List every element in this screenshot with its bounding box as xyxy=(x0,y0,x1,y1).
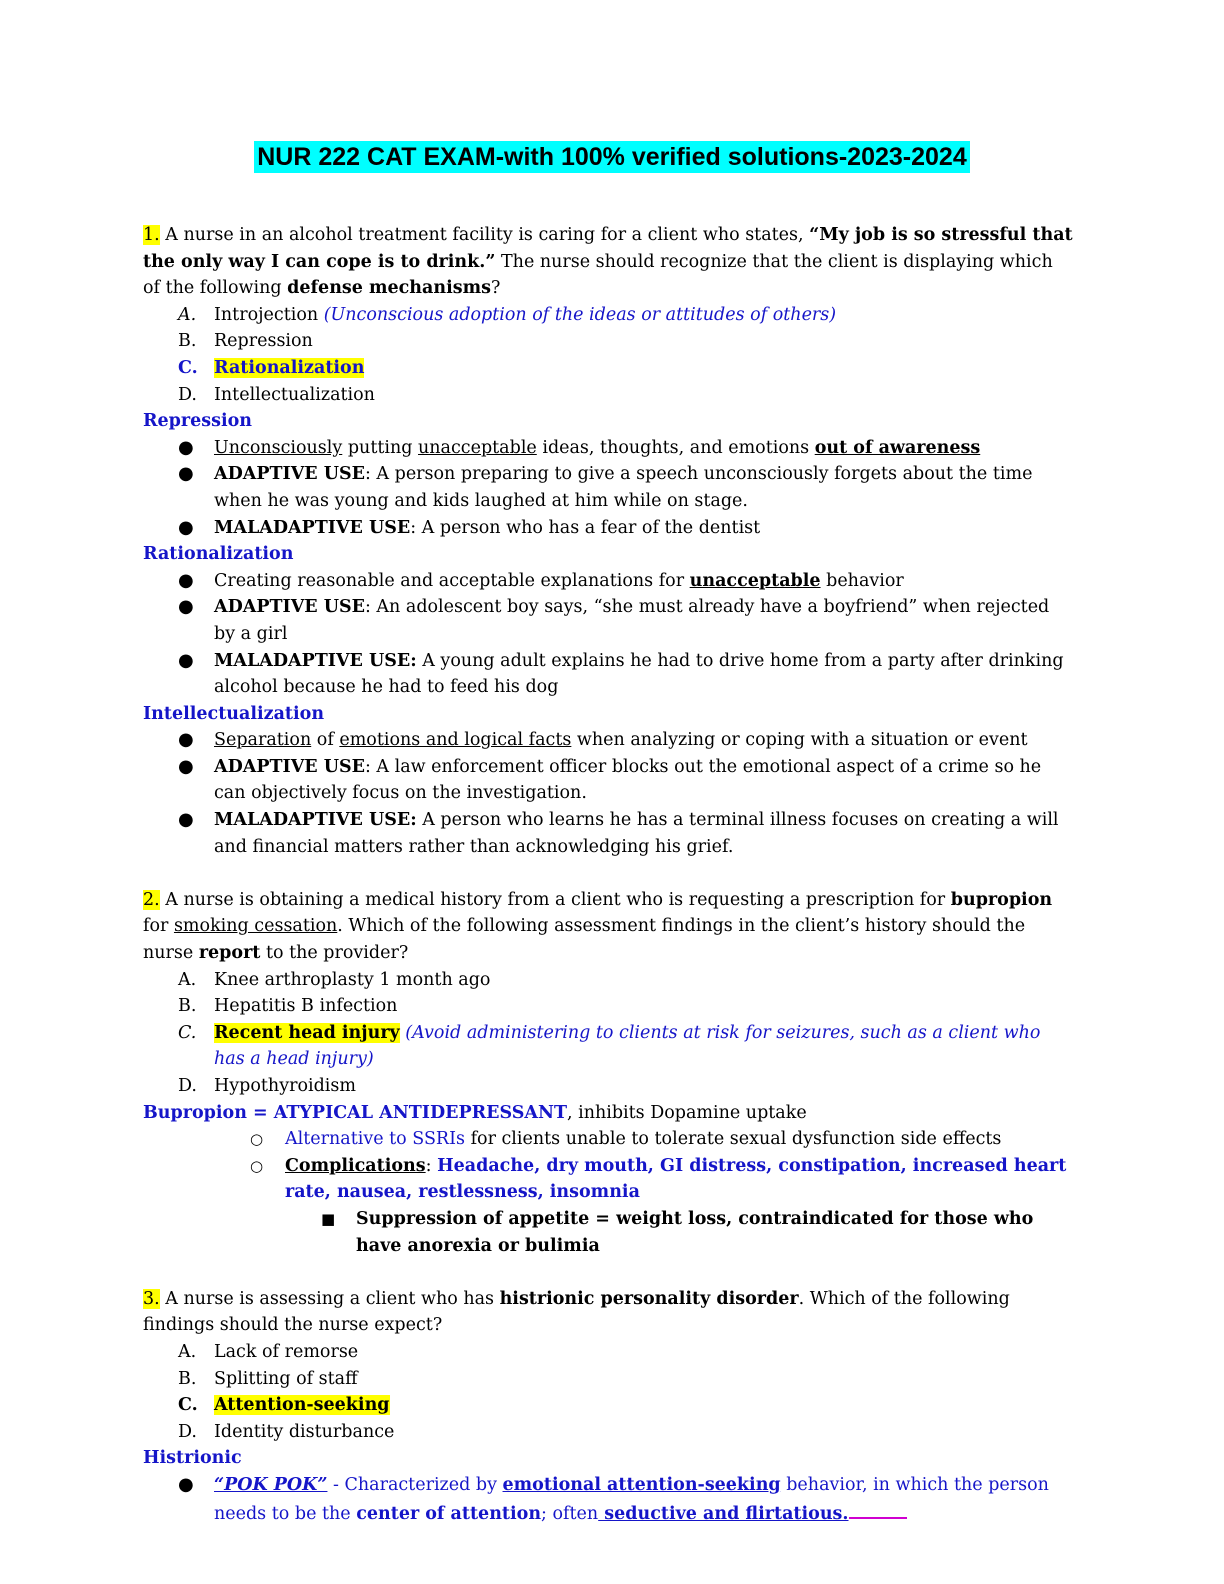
question-number: 2. xyxy=(143,889,160,910)
section-heading-bupropion: Bupropion = ATYPICAL ANTIDEPRESSANT, inhibits Dopamine uptake xyxy=(143,1102,807,1123)
bullet-icon: ● xyxy=(178,516,194,538)
bullet-item: ● MALADAPTIVE USE: A young adult explains he had to drive home from a party after drinking alcohol because he had to feed his dog xyxy=(143,648,1073,701)
option-note: (Avoid administering to clients at risk for seizures, such as a client who has a head injury) xyxy=(214,1022,1041,1070)
q3-option-a: A. Lack of remorse xyxy=(178,1341,359,1362)
bullet-item: ● ADAPTIVE USE: An adolescent boy says, “she must already have a boyfriend” when rejected by a girl xyxy=(143,594,1073,647)
document-body xyxy=(143,222,1073,1527)
bullet-icon: ● xyxy=(178,755,194,777)
title-block xyxy=(0,143,1224,172)
square-bullet-icon: ■ xyxy=(321,1209,336,1228)
section-heading-histrionic: Histrionic xyxy=(143,1448,242,1469)
circle-bullet-icon: ○ xyxy=(250,1130,264,1149)
bullet-item: ● MALADAPTIVE USE: A person who learns he has a terminal illness focuses on creating a will and financial matters rather than acknowledging his grief. xyxy=(143,807,1073,860)
underline-decoration xyxy=(849,1499,907,1519)
q3-option-d: D. Identity disturbance xyxy=(178,1421,395,1442)
sub-bullet-item: ○ Alternative to SSRIs for clients unable to tolerate sexual dysfunction side effects xyxy=(143,1126,1073,1153)
bullet-item: ● ADAPTIVE USE: A person preparing to give a speech unconsciously forgets about the time when he was young and kids laughed at him while on stage. xyxy=(143,461,1073,514)
sub-bullet-item: ○ Complications: Headache, dry mouth, GI distress, constipation, increased heart rate, nausea, restlessness, insomnia xyxy=(143,1153,1073,1206)
q2-option-a: A. Knee arthroplasty 1 month ago xyxy=(178,969,491,990)
q1-option-d: D. Intellectualization xyxy=(178,384,375,405)
q1-option-a: A. Introjection (Unconscious adoption of the ideas or attitudes of others) xyxy=(178,304,837,325)
q1-option-b: B. Repression xyxy=(178,331,313,352)
option-note: (Unconscious adoption of the ideas or attitudes of others) xyxy=(318,304,837,325)
bullet-icon: ● xyxy=(178,463,194,485)
correct-answer: Attention-seeking xyxy=(214,1395,390,1416)
section-heading-intellectualization: Intellectualization xyxy=(143,703,325,724)
question-2-stem: 2. A nurse is obtaining a medical history from a client who is requesting a prescription for bupropion for smoking cessation. Which of the following assessment findings in the client’s history should the nurse report to the provider? xyxy=(143,889,1053,964)
bullet-icon: ● xyxy=(178,729,194,751)
q1-option-c-correct: C. Rationalization xyxy=(178,357,365,378)
bullet-item: ● Separation of emotions and logical facts when analyzing or coping with a situation or event xyxy=(143,727,1073,754)
q3-option-c-correct: C. Attention-seeking xyxy=(178,1395,390,1416)
bullet-icon: ● xyxy=(178,809,194,831)
bullet-icon: ● xyxy=(178,596,194,618)
q2-option-b: B. Hepatitis B infection xyxy=(178,996,398,1017)
bullet-item: ● “POK POK” - Characterized by emotional attention-seeking behavior, in which the person needs to be the center of attention; often seductive and flirtatious. xyxy=(143,1472,1073,1527)
bullet-item: ● ADAPTIVE USE: A law enforcement officer blocks out the emotional aspect of a crime so he can objectively focus on the investigation. xyxy=(143,754,1073,807)
bullet-icon: ● xyxy=(178,569,194,591)
bullet-icon: ● xyxy=(178,1473,194,1495)
correct-answer: Rationalization xyxy=(214,357,365,378)
section-heading-repression: Repression xyxy=(143,411,253,432)
q3-option-b: B. Splitting of staff xyxy=(178,1368,358,1389)
page-title: NUR 222 CAT EXAM-with 100% verified solutions-2023-2024 xyxy=(254,141,969,173)
spacer xyxy=(143,1259,1073,1286)
question-number: 1. xyxy=(143,225,160,245)
bullet-icon: ● xyxy=(178,649,194,671)
correct-answer: Recent head injury xyxy=(214,1022,400,1043)
q2-option-d: D. Hypothyroidism xyxy=(178,1076,356,1096)
circle-bullet-icon: ○ xyxy=(250,1156,264,1175)
bullet-item: ● Unconsciously putting unacceptable ideas, thoughts, and emotions out of awareness xyxy=(143,435,1073,462)
bullet-icon: ● xyxy=(178,436,194,458)
q2-option-c-correct: C. Recent head injury (Avoid administering to clients at risk for seizures, such as a client who has a head injury) xyxy=(178,1022,1041,1070)
question-1-stem: 1. A nurse in an alcohol treatment facility is caring for a client who states, “My job is so stressful that the only way I can cope is to drink.” The nurse should recognize that the client is displaying which of the following defense mechanisms? xyxy=(143,225,1073,299)
sub-sub-bullet-item: ■ Suppression of appetite = weight loss, contraindicated for those who have anorexia or bulimia xyxy=(143,1206,1073,1259)
question-3-stem: 3. A nurse is assessing a client who has histrionic personality disorder. Which of the following findings should the nurse expect? xyxy=(143,1288,1010,1336)
question-number: 3. xyxy=(143,1288,160,1309)
spacer xyxy=(143,860,1073,887)
bullet-item: ● MALADAPTIVE USE: A person who has a fear of the dentist xyxy=(143,515,1073,542)
section-heading-rationalization: Rationalization xyxy=(143,544,294,565)
client-quote: “My job is so stressful that the only way I can cope is to drink.” xyxy=(143,225,1073,272)
bullet-item: ● Creating reasonable and acceptable explanations for unacceptable behavior xyxy=(143,568,1073,595)
